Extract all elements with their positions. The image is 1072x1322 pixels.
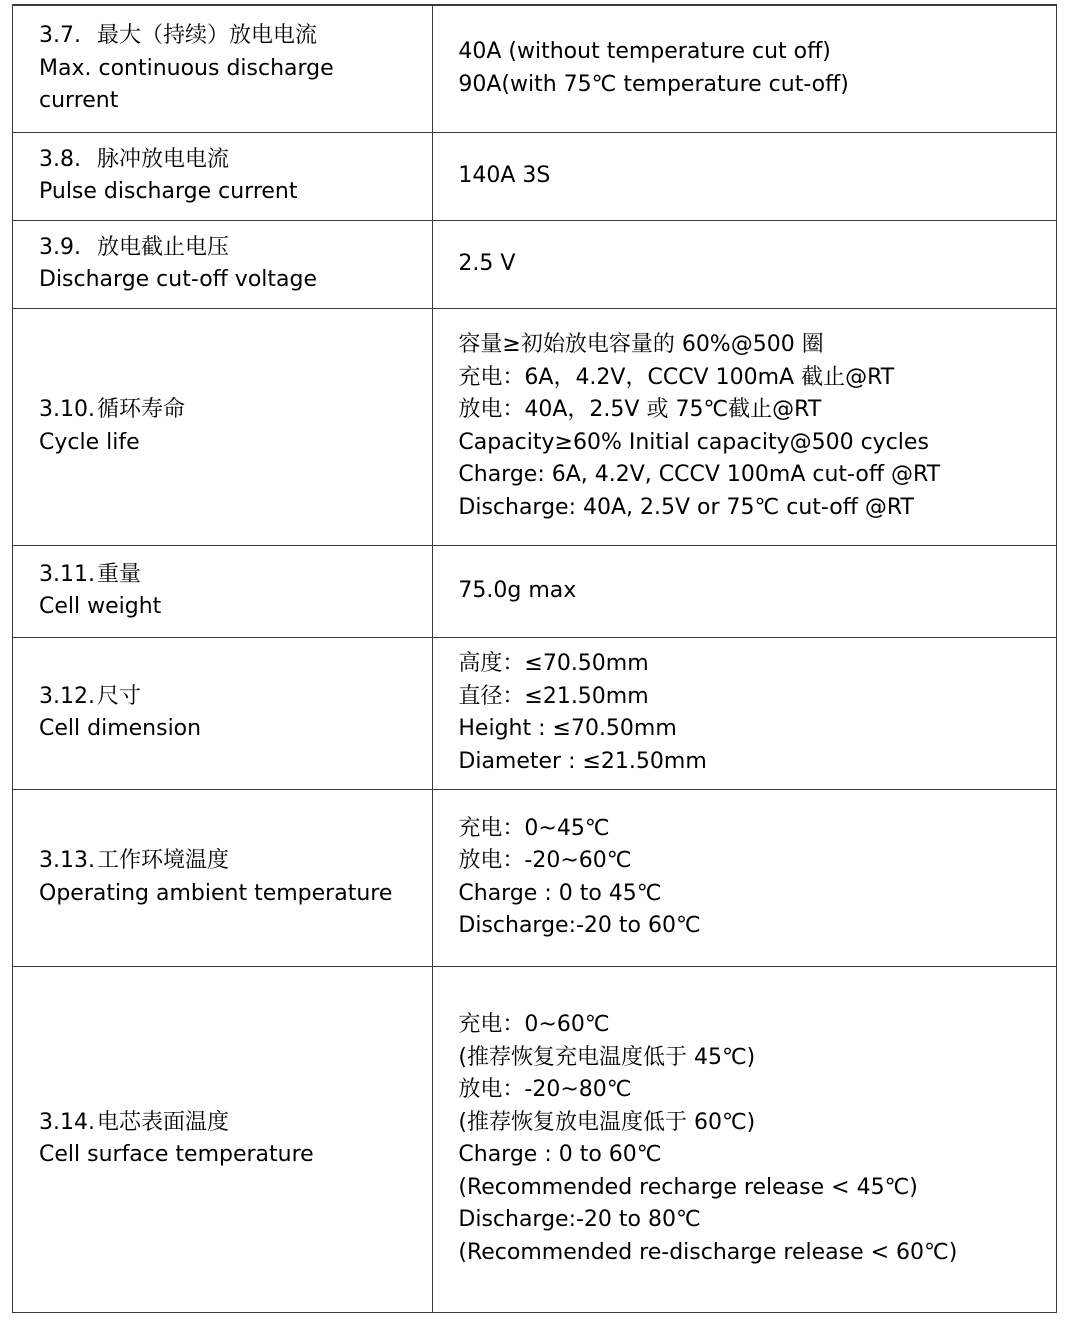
spec-value-line: (Recommended re-discharge release < 60℃)	[458, 1239, 958, 1265]
spec-en-name: Cell surface temperature	[39, 1142, 314, 1167]
spec-value-line: Discharge: 40A, 2.5V or 75℃ cut-off @RT	[458, 494, 914, 520]
spec-en-name: Discharge cut-off voltage	[39, 267, 318, 292]
spec-value-line: Diameter : ≤21.50mm	[458, 748, 707, 774]
spec-cn-name: 重量	[97, 561, 142, 587]
table-row	[13, 545, 1057, 637]
spec-cn-name: 循环寿命	[97, 397, 186, 422]
spec-value-line: 容量≥初始放电容量的 60%@500 圈	[458, 332, 824, 357]
spec-value-line: 放电：-20~80℃	[458, 1077, 632, 1102]
spec-en-name: Cycle life	[39, 429, 140, 455]
spec-value-cell	[433, 966, 1057, 1312]
spec-number: 3.10.	[39, 397, 95, 422]
spec-cn-name: 工作环境温度	[97, 848, 230, 873]
spec-value-line: 2.5 V	[458, 250, 516, 276]
spec-value-line: Discharge:-20 to 60℃	[458, 913, 701, 938]
spec-cn-line	[39, 559, 422, 592]
spec-value-line: 90A(with 75℃ temperature cut-off)	[458, 71, 849, 97]
spec-value-cell	[433, 132, 1057, 220]
spec-value-line: 直径：≤21.50mm	[458, 683, 649, 709]
spec-value-line: 高度：≤70.50mm	[458, 651, 649, 676]
spec-number: 3.11.	[39, 561, 95, 587]
spec-cn-line	[39, 144, 422, 177]
spec-value-cell	[433, 789, 1057, 966]
spec-value-line: (推荐恢复放电温度低于 60℃)	[458, 1109, 756, 1135]
spec-value-line: 充电：6A，4.2V，CCCV 100mA 截止@RT	[458, 364, 895, 390]
spec-cn-line	[39, 845, 422, 878]
spec-number: 3.7.	[39, 23, 81, 48]
spec-value-cell	[433, 637, 1057, 789]
spec-number: 3.9.	[39, 234, 81, 260]
spec-cn-name: 尺寸	[97, 683, 142, 709]
spec-en-name: Max. continuous discharge current	[39, 55, 334, 113]
spec-value-line: (Recommended recharge release < 45℃)	[458, 1174, 918, 1200]
spec-value-cell	[433, 545, 1057, 637]
spec-cn-name: 电芯表面温度	[97, 1109, 230, 1135]
spec-value-line: 放电：40A，2.5V 或 75℃截止@RT	[458, 397, 822, 422]
spec-number: 3.8.	[39, 146, 81, 172]
spec-label-cell	[13, 637, 433, 789]
spec-value-line: 放电：-20~60℃	[458, 848, 632, 873]
spec-cn-name: 放电截止电压	[97, 234, 230, 260]
table-row	[13, 308, 1057, 545]
table-row	[13, 220, 1057, 308]
spec-cn-line	[39, 232, 422, 265]
spec-value-cell	[433, 5, 1057, 132]
spec-label-cell	[13, 5, 433, 132]
spec-value-line: Charge : 0 to 45℃	[458, 880, 662, 906]
spec-value-line: Charge: 6A, 4.2V, CCCV 100mA cut-off @RT	[458, 462, 941, 487]
spec-number: 3.12.	[39, 683, 95, 709]
spec-number: 3.14.	[39, 1109, 95, 1135]
spec-label-cell	[13, 220, 433, 308]
spec-cn-line	[39, 20, 422, 53]
spec-table	[12, 4, 1057, 1313]
spec-en-name: Cell weight	[39, 594, 162, 619]
spec-number: 3.13.	[39, 848, 95, 873]
spec-value-line: 75.0g max	[458, 577, 577, 603]
spec-value-line: Charge : 0 to 60℃	[458, 1142, 662, 1167]
spec-label-cell	[13, 545, 433, 637]
spec-value-cell	[433, 308, 1057, 545]
spec-value-line: 充电：0~60℃	[458, 1012, 610, 1037]
spec-label-cell	[13, 308, 433, 545]
spec-en-name: Pulse discharge current	[39, 179, 298, 204]
spec-value-line: Capacity≥60% Initial capacity@500 cycles	[458, 429, 929, 455]
spec-cn-line	[39, 681, 422, 714]
spec-label-cell	[13, 966, 433, 1312]
table-row	[13, 637, 1057, 789]
table-row	[13, 5, 1057, 132]
spec-label-cell	[13, 789, 433, 966]
table-row	[13, 132, 1057, 220]
spec-value-line: 140A 3S	[458, 162, 551, 188]
spec-cn-name: 脉冲放电电流	[97, 146, 230, 172]
spec-label-cell	[13, 132, 433, 220]
spec-value-line: (推荐恢复充电温度低于 45℃)	[458, 1044, 756, 1070]
spec-en-name: Cell dimension	[39, 716, 202, 741]
spec-cn-line	[39, 1107, 422, 1140]
spec-value-cell	[433, 220, 1057, 308]
spec-value-line: 充电：0~45℃	[458, 815, 610, 841]
spec-value-line: Height : ≤70.50mm	[458, 716, 677, 741]
spec-value-line: Discharge:-20 to 80℃	[458, 1207, 701, 1232]
spec-en-name: Operating ambient temperature	[39, 880, 393, 906]
spec-cn-line	[39, 394, 422, 427]
spec-table-body	[13, 5, 1057, 1312]
spec-value-line: 40A (without temperature cut off)	[458, 39, 831, 65]
table-row	[13, 789, 1057, 966]
spec-cn-name: 最大（持续）放电电流	[97, 23, 318, 48]
table-row	[13, 966, 1057, 1312]
